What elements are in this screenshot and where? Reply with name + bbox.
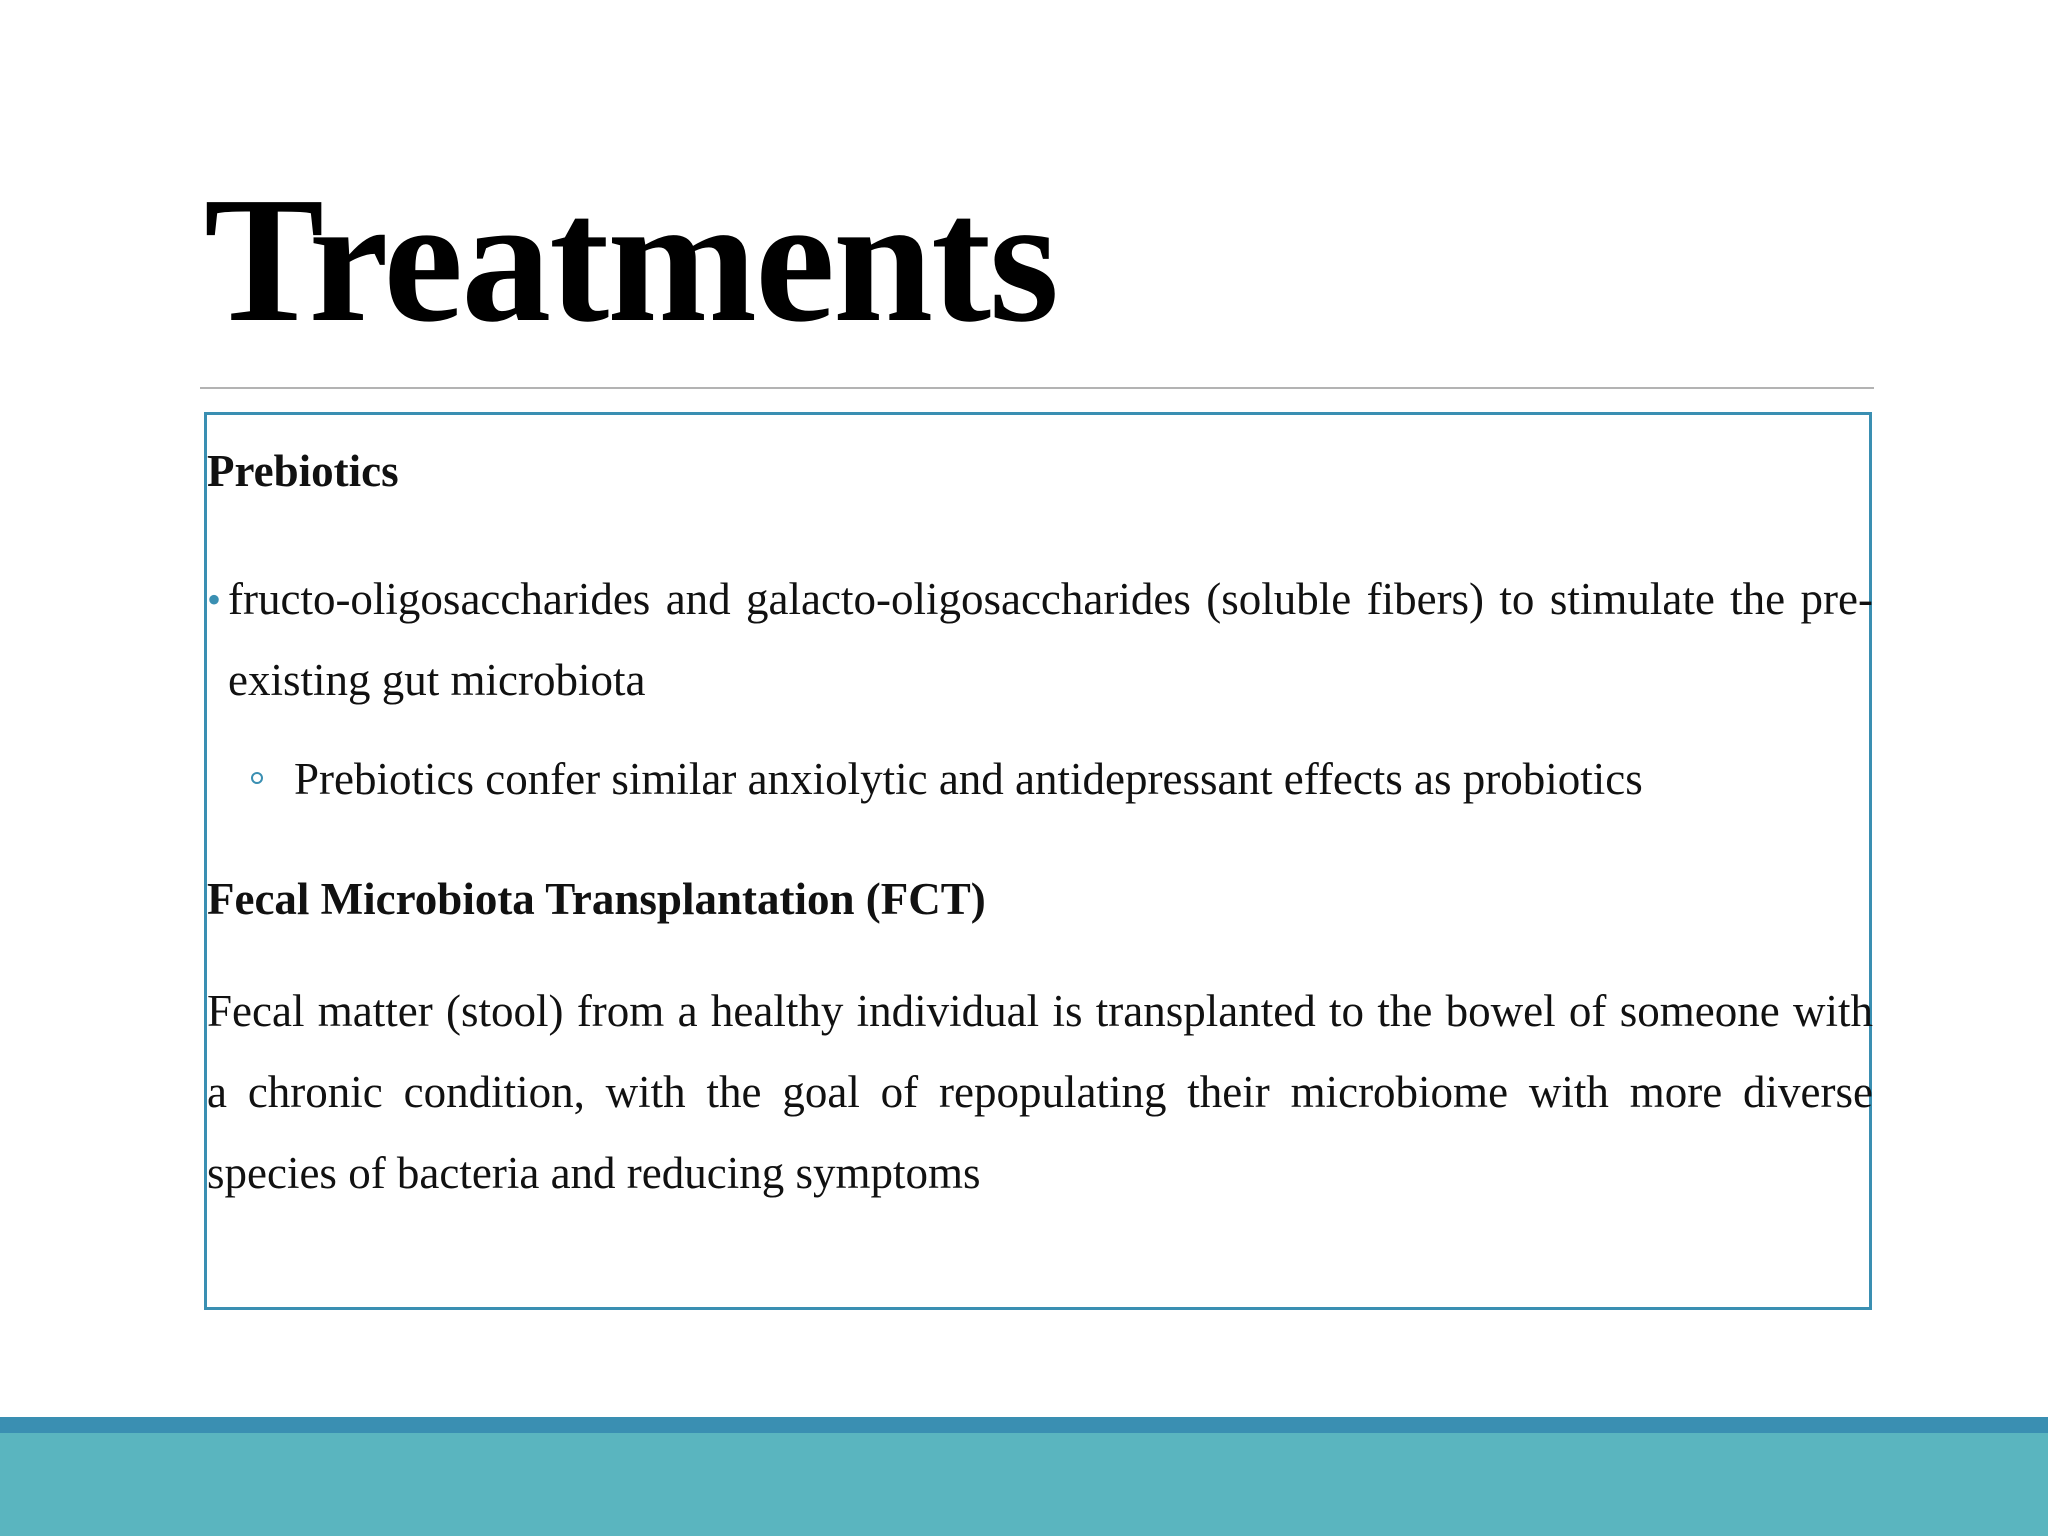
hollow-circle-bullet-icon xyxy=(251,772,263,784)
title-divider xyxy=(200,387,1874,389)
footer-accent-stripe xyxy=(0,1417,2048,1433)
prebiotics-bullet-text: fructo-oligosaccharides and galacto-oligosaccharides (soluble fibers) to stimulate the pre-existing gut microbiota xyxy=(228,574,1873,705)
slide-title: Treatments xyxy=(204,160,1058,359)
bullet-dot-icon: • xyxy=(207,577,222,622)
content-placeholder-box[interactable] xyxy=(204,412,1872,1310)
fct-heading: Fecal Microbiota Transplantation (FCT) xyxy=(207,874,986,924)
prebiotics-bullet xyxy=(207,559,1873,721)
fct-paragraph: Fecal matter (stool) from a healthy individual is transplanted to the bowel of someone with a chronic condition, with the goal of repopulating their microbiome with more diverse species of bacteria and reducing symptoms xyxy=(207,986,1873,1198)
prebiotics-sub-bullet-text: Prebiotics confer similar anxiolytic and antidepressant effects as probiotics xyxy=(294,754,1643,804)
prebiotics-heading: Prebiotics xyxy=(207,446,399,496)
footer-band xyxy=(0,1433,2048,1536)
prebiotics-sub-bullet xyxy=(251,751,1871,807)
